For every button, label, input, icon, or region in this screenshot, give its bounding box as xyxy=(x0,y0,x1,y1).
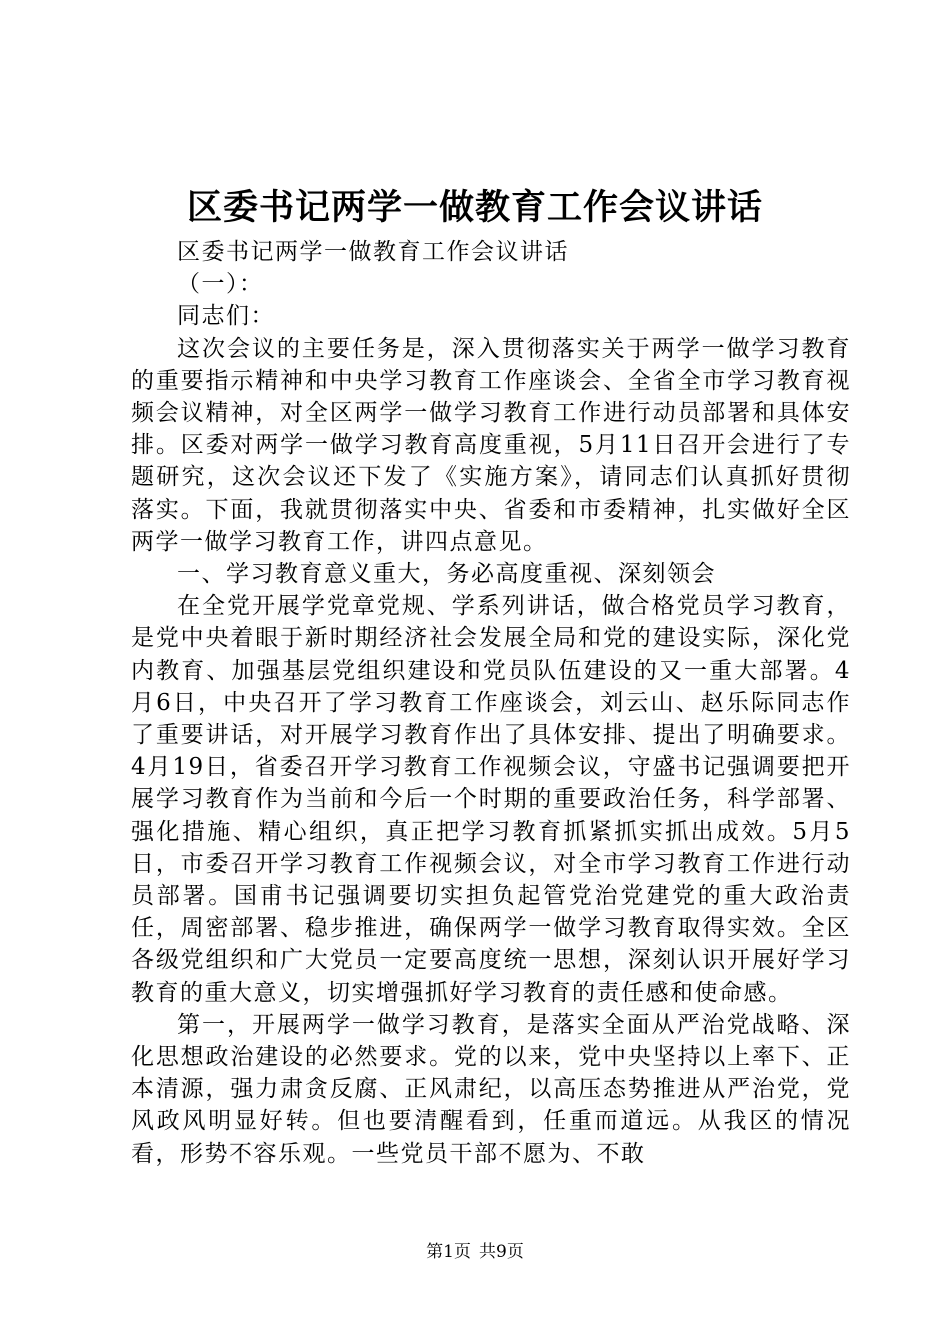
body-paragraph: 在全党开展学党章党规、学系列讲话，做合格党员学习教育，是党中央着眼于新时期经济社会发展全局和党的建设实际，深化党内教育、加强基层党组织建设和党员队伍建设的又一重大部署。4月6日，中央召开了学习教育工作座谈会，刘云山、赵乐际同志作了重要讲话，对开展学习教育作出了具体安排、提出了明确要求。4月19日，省委召开学习教育工作视频会议，守盛书记强调要把开展学习教育作为当前和今后一个时期的重要政治任务，科学部署、强化措施、精心组织，真正把学习教育抓紧抓实抓出成效。5月5日，市委召开学习教育工作视频会议，对全市学习教育工作进行动员部署。国甫书记强调要切实担负起管党治党建党的重大政治责任，周密部署、稳步推进，确保两学一做学习教育取得实效。全区各级党组织和广大党员一定要高度统一思想，深刻认识开展好学习教育的重大意义，切实增强抓好学习教育的责任感和使命感。 xyxy=(131,593,851,1006)
body-paragraph: 第一，开展两学一做学习教育，是落实全面从严治党战略、深化思想政治建设的必然要求。党的以来，党中央坚持以上率下、正本清源，强力肃贪反腐、正风肃纪，以高压态势推进从严治党，党风政风明显好转。但也要清醒看到，任重而道远。从我区的情况看，形势不容乐观。一些党员干部不愿为、不敢 xyxy=(131,1011,851,1167)
page-number: 第1页 xyxy=(426,1242,471,1262)
body-paragraph: 这次会议的主要任务是，深入贯彻落实关于两学一做学习教育的重要指示精神和中央学习教育工作座谈会、全省全市学习教育视频会议精神，对全区两学一做学习教育工作进行动员部署和具体安排。区委对两学一做学习教育高度重视，5月11日召开会进行了专题研究，这次会议还下发了《实施方案》，请同志们认真抓好贯彻落实。下面，我就贯彻落实中央、省委和市委精神，扎实做好全区两学一做学习教育工作，讲四点意见。 xyxy=(131,335,851,555)
page-total: 共9页 xyxy=(479,1242,524,1262)
salutation: 同志们： xyxy=(177,303,275,330)
subtitle-line: 区委书记两学一做教育工作会议讲话 xyxy=(177,239,569,265)
section-heading: 一、学习教育意义重大，务必高度重视、深刻领会 xyxy=(177,561,716,588)
section-marker: （一）： xyxy=(177,271,264,298)
document-title: 区委书记两学一做教育工作会议讲话 xyxy=(186,187,763,228)
page-footer xyxy=(0,1240,950,1264)
document-body xyxy=(131,236,851,1170)
